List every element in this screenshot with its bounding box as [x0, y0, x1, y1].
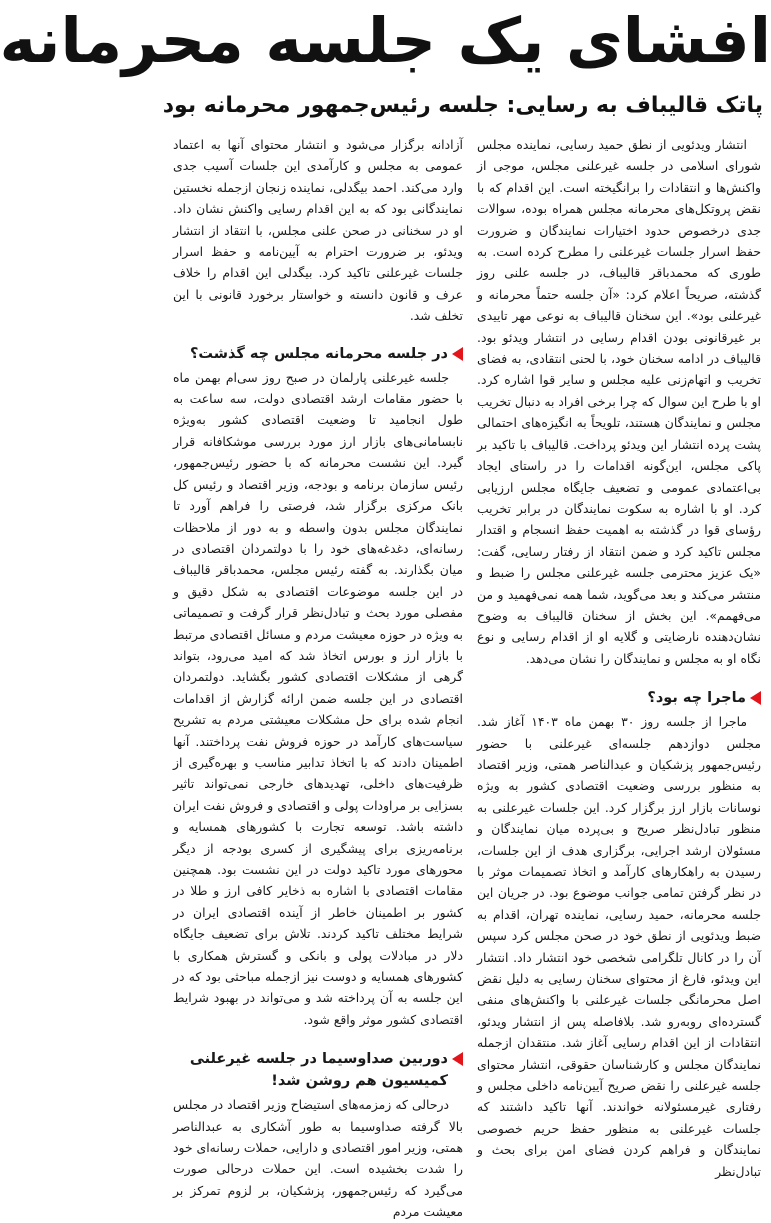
continuation-paragraph: آزادانه برگزار می‌شود و انتشار محتوای آنها به اعتماد عمومی به مجلس و کارآمدی این جلسات آسیب جدی وارد می‌کند. احمد بیگدلی، نماینده زنجان ازجمله نخستین نمایندگانی بود که به این اقدام رسایی واکنش نشان داد. او در سخنانی در صحن علنی مجلس، با انتقاد از انتشار ویدئو، بر ضرورت احترام به آیین‌نامه و حفظ اسرار جلسات غیرعلنی تاکید کرد. بیگدلی این اقدام را خلاف عرف و قانون دانسته و خواستار برخورد قانونی با این تخلف شد.	[173, 137, 463, 324]
red-triangle-marker-icon	[452, 347, 463, 361]
section-heading-text: در جلسه محرمانه مجلس چه گذشت؟	[190, 345, 448, 362]
section-heading-tv-camera	[173, 1048, 463, 1092]
left-column	[173, 134, 463, 1220]
section-paragraph: جلسه غیرعلنی پارلمان در صبح روز سی‌ام بهمن ماه با حضور مقامات ارشد اقتصادی دولت، سه ساعت به طول انجامید تا وضعیت اقتصادی کشور به‌ویژه نابسامانی‌های بازار ارز مورد بررسی موشکافانه قرار گیرد. این نشست محرمانه که با حضور رئیس‌جمهور، رئیس سازمان برنامه و بودجه، وزیر اقتصاد و رئیس کل بانک مرکزی برگزار شد، فرصتی را فراهم آورد تا نمایندگان مجلس بدون واسطه و به دور از ملاحظات رسانه‌ای، دغدغه‌های خود را با دولتمردان اقتصادی در میان بگذارند. به گفته رئیس مجلس، محمدباقر قالیباف در این جلسه موضوعات اقتصادی به شکل دقیق و مفصلی مورد بحث و تبادل‌نظر قرار گرفت و تصمیماتی به ویژه در حوزه معیشت مردم و مسائل اقتصادی مرتبط با بازار ارز و بورس اتخاذ شد که امید می‌رود، بتواند گرهی از مشکلات اقتصادی کشور بگشاید. دولتمردان اقتصادی در این جلسه ضمن ارائه گزارش از اقدامات انجام شده برای حل مشکلات معیشتی مردم به تشریح سیاست‌های کارآمد در حوزه فروش نفت پرداختند. آنها اطمینان دادند که با اتخاذ تدابیر مناسب و بهره‌گیری از ظرفیت‌های داخلی، تهدیدهای خارجی نمی‌تواند تاثیر بسزایی بر مراودات پولی و اقتصادی و فروش نفت ایران داشته باشد. توسعه تجارت با کشورهای همسایه و برنامه‌ریزی برای پیشگیری از کسری بودجه از دیگر محورهای مورد تاکید دولت در این نشست بود. همچنین مقامات اقتصادی با اشاره به ذخایر کافی ارز و طلا در کشور بر اطمینان خاطر از آینده اقتصادی ایران در شرایط مختلف تاکید کردند. تلاش برای تضعیف جایگاه دلار در مبادلات پولی و بانکی و گسترش همکاری با کشورهای همسایه و دوست نیز ازجمله مباحثی بود که در این جلسه به آن پرداخته شد و می‌تواند در بهبود شرایط اقتصادی کشور موثر واقع شود.	[173, 369, 463, 1027]
red-triangle-marker-icon	[750, 691, 761, 705]
intro-paragraph: انتشار ویدئویی از نطق حمید رسایی، نماینده مجلس شورای اسلامی در جلسه غیرعلنی مجلس، موجی از واکنش‌ها و انتقادات را برانگیخته است. این اقدام که با نقض پروتکل‌های محرمانه مجلس همراه بوده، سوالات جدی درخصوص حدود اختیارات نمایندگان و ضرورت حفظ اسرار جلسات غیرعلنی را مطرح کرده است. به طوری که محمدباقر قالیباف، در جلسه علنی روز گذشته، صریحاً اعلام کرد: «آن جلسه حتماً محرمانه و غیرعلنی بود». این سخنان قالیباف به نوعی مهر تاییدی بر غیرقانونی بودن اقدام رسایی در انتشار ویدئو بود. قالیباف در ادامه سخنان خود، با لحنی انتقادی، به فضای تخریب و اتهام‌زنی علیه مجلس و سایر قوا اشاره کرد. او با طرح این سوال که چرا برخی افراد به دنبال تخریب مجلس و نمایندگان هستند، تلویحاً به انگیزه‌های احتمالی پشت پرده انتشار این ویدئو پرداخت. قالیباف با تاکید بر پاکی مجلس، این‌گونه اقدامات را در راستای ایجاد بی‌اعتمادی عمومی و تضعیف جایگاه مجلس ارزیابی کرد. او با اشاره به سکوت نمایندگان در برابر تخریب رؤسای قوا در گذشته به اهمیت حفظ انسجام و اقتدار مجلس تاکید کرد و ضمن انتقاد از رفتار رسایی، گفت: «یک عزیز محترمی جلسه غیرعلنی مجلس را ضبط و منتشر می‌کند و بعد می‌گوید، شما همه نمی‌فهمید و من می‌فهمم». این بخش از سخنان قالیباف به وضوح نشان‌دهنده نارضایتی و گلایه او از اقدام رسایی و نوع نگاه او به مجلس و نمایندگان را نشان می‌دهد.	[477, 137, 761, 666]
section-paragraph: درحالی که زمزمه‌های استیضاح وزیر اقتصاد در مجلس بالا گرفته صداوسیما به طور آشکاری به عبدالناصر همتی، وزیر امور اقتصادی و دارایی، حملات رسانه‌ای خود را شدت بخشیده است. این حملات درحالی صورت می‌گیرد که رئیس‌جمهور، پزشکیان، بر لزوم تمرکز بر معیشت مردم	[173, 1097, 463, 1220]
section-paragraph: ماجرا از جلسه روز ۳۰ بهمن ماه ۱۴۰۳ آغاز شد. مجلس دوازدهم جلسه‌ای غیرعلنی با حضور رئیس‌جمهور پزشکیان و عبدالناصر همتی، وزیر اقتصاد به منظور بررسی وضعیت اقتصادی کشور به ویژه نوسانات بازار ارز برگزار کرد. این جلسات غیرعلنی به منظور تبادل‌نظر صریح و بی‌پرده میان نمایندگان و مسئولان ارشد اجرایی، برگزاری هدف از این جلسات، رسیدن به راهکارهای کارآمد و اتخاذ تصمیمات موثر با در نظر گرفتن تمامی جوانب موضوع بود. در جریان این جلسه محرمانه، حمید رسایی، نماینده تهران، اقدام به ضبط ویدئویی از نطق خود در صحن مجلس کرد سپس آن را در کانال تلگرامی شخصی خود انتشار داد. انتشار این ویدئو، فارغ از محتوای سخنان رسایی به دلیل نقض اصل محرمانگی جلسات غیرعلنی با واکنش‌های منفی گسترده‌ای روبه‌رو شد. بلافاصله پس از انتشار ویدئو، انتقادات از این اقدام رسایی آغاز شد. منتقدان ازجمله نمایندگان مجلس و کارشناسان حقوقی، انتشار محتوای جلسه غیرعلنی را نقض صریح آیین‌نامه داخلی مجلس و رفتاری غیرمسئولانه خواندند. آنها تاکید داشتند که جلسات غیرعلنی به منظور حفظ حریم خصوصی نمایندگان و فراهم کردن فضای امن برای بحث و تبادل‌نظر	[477, 714, 761, 1179]
subheadline: پاتک قالیباف به رسایی: جلسه رئیس‌جمهور محرمانه بود	[162, 93, 763, 118]
section-heading-secret-session	[173, 343, 463, 365]
headline: افشای یک جلسه محرمانه	[0, 4, 771, 77]
section-heading-text: ماجرا چه بود؟	[647, 690, 746, 707]
section-heading-what-happened	[477, 687, 761, 709]
right-column	[477, 134, 761, 1179]
red-triangle-marker-icon	[452, 1052, 463, 1066]
section-heading-text: دوربین صداوسیما در جلسه غیرعلنی کمیسیون هم روشن شد!	[189, 1051, 448, 1090]
